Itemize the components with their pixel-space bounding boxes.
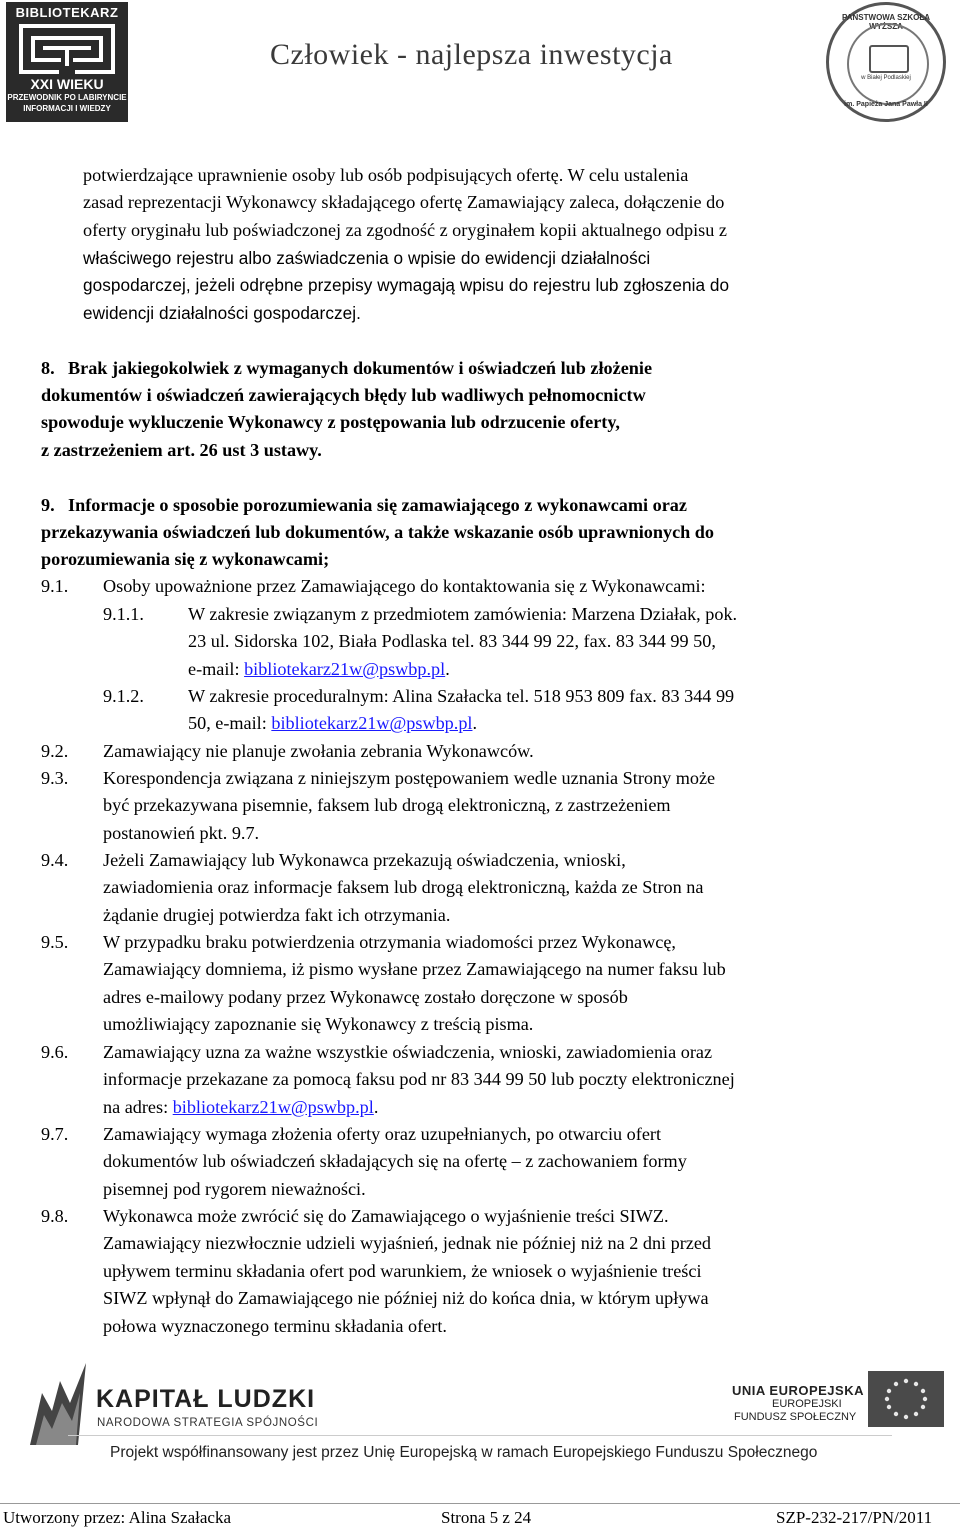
- footer-author: Utworzony przez: Alina Szałacka: [3, 1508, 231, 1527]
- logo-top-text: BIBLIOTEKARZ: [15, 5, 119, 20]
- section-9-text-cont: [41, 519, 931, 574]
- section-9-1-number: 9.1.: [41, 576, 69, 596]
- text-line: porozumiewania się z wykonawcami;: [41, 549, 330, 570]
- eu-flag-icon: [868, 1371, 944, 1427]
- text-line: W przypadku braku potwierdzenia otrzymania wiadomości przez Wykonawcę,: [103, 932, 676, 952]
- text-line: Zamawiający niezwłocznie udzieli wyjaśnień, jednak nie później niż na 2 dni przed: [103, 1233, 712, 1254]
- text-line: dokumentów i oświadczeń zawierających błędy lub wadliwych pełnomocnictw: [41, 385, 646, 405]
- section-9-1-2-text: [188, 683, 931, 738]
- section-9-2-text: Zamawiający nie planuje zwołania zebrania Wykonawców.: [103, 741, 534, 761]
- bibliotekarz-logo: [6, 2, 128, 122]
- section-8-text: [41, 355, 931, 382]
- section-9-1-text: Osoby upoważnione przez Zamawiającego do kontaktowania się z Wykonawcami:: [103, 576, 706, 596]
- email-link[interactable]: bibliotekarz21w@pswbp.pl: [172, 1096, 374, 1117]
- text-line: dokumentów lub oświadczeń składających się na ofertę – z zachowaniem formy: [103, 1151, 687, 1172]
- text-line: żądanie drugiej potwierdza fakt ich otrzymania.: [103, 904, 451, 925]
- text-line: spowoduje wykluczenie Wykonawcy z postępowania lub odrzucenie oferty,: [41, 412, 620, 433]
- university-seal: [826, 2, 946, 122]
- eu-label: [732, 1383, 864, 1424]
- text-line: 23 ul. Sidorska 102, Biała Podlaska tel. 83 344 99 22, fax. 83 344 99 50,: [188, 631, 716, 652]
- text-line: Wykonawca może zwrócić się do Zamawiającego o wyjaśnienie treści SIWZ.: [103, 1206, 669, 1226]
- footer-divider: [68, 1435, 892, 1436]
- text-line: Zamawiający domniema, iż pismo wysłane przez Zamawiającego na numer faksu lub: [103, 959, 726, 980]
- kapital-ludzki-title: KAPITAŁ LUDZKI: [96, 1385, 316, 1413]
- section-8-number: 8.: [41, 358, 55, 378]
- text-line: pisemnej pod rygorem nieważności.: [103, 1178, 366, 1199]
- section-9-6-number: 9.6.: [41, 1042, 69, 1062]
- text-line: informacje przekazane za pomocą faksu pod nr 83 344 99 50 lub poczty elektronicznej: [103, 1069, 735, 1090]
- text-line: postanowień pkt. 9.7.: [103, 822, 260, 843]
- kapital-ludzki-subtitle: NARODOWA STRATEGIA SPÓJNOŚCI: [97, 1417, 319, 1429]
- section-9-4-number: 9.4.: [41, 850, 69, 870]
- footer-page-number: Strona 5 z 24: [441, 1508, 532, 1527]
- text-line: Informacje o sposobie porozumiewania się zamawiającego z wykonawcami oraz: [68, 495, 687, 515]
- text-line: ewidencji działalności gospodarczej.: [83, 302, 361, 323]
- logo-bottom-text-2: INFORMACJI I WIEDZY: [23, 104, 111, 113]
- intro-paragraph: [83, 162, 931, 244]
- text-line: gospodarczej, jeżeli odrębne przepisy wymagają wpisu do rejestru lub zgłoszenia do: [83, 275, 730, 296]
- page-footer-divider: [0, 1503, 960, 1504]
- section-9-1-1-text: [188, 601, 931, 683]
- section-9-2-number: 9.2.: [41, 741, 69, 761]
- logo-bottom-text-1: PRZEWODNIK PO LABIRYNCIE: [7, 93, 127, 102]
- text-line: Korespondencja związana z niniejszym postępowaniem wedle uznania Strony może: [103, 768, 716, 788]
- eu-title: UNIA EUROPEJSKA: [732, 1383, 864, 1398]
- text-line: być przekazywana pisemnie, faksem lub drogą elektroniczną, z zastrzeżeniem: [103, 795, 671, 816]
- section-9-7-number: 9.7.: [41, 1124, 69, 1144]
- section-9-3-number: 9.3.: [41, 768, 69, 788]
- text-line: oferty oryginału lub poświadczonej za zgodność z oryginałem kopii aktualnego odpisu z: [83, 219, 727, 240]
- text-line: na adres: bibliotekarz21w@pswbp.pl.: [103, 1096, 379, 1117]
- section-9-4-text: [103, 847, 931, 929]
- eu-sub-2: FUNDUSZ SPOŁECZNY: [734, 1411, 857, 1423]
- seal-middle-text: w Białej Podlaskiej: [861, 75, 911, 81]
- maze-icon: [19, 24, 115, 74]
- text-line: Brak jakiegokolwiek z wymaganych dokumentów i oświadczeń lub złożenie: [68, 358, 653, 378]
- text-line: zasad reprezentacji Wykonawcy składającego ofertę Zamawiający zaleca, dołączenie do: [83, 192, 725, 213]
- text-line: upływem terminu składania ofert pod warunkiem, że wniosek o wyjaśnienie treści: [103, 1260, 702, 1281]
- section-9-number: 9.: [41, 495, 55, 515]
- intro-paragraph-continued: [83, 245, 931, 327]
- text-line: zawiadomienia oraz informacje faksem lub drogą elektroniczną, każda ze Stron na: [103, 877, 704, 898]
- page-header: [0, 0, 960, 125]
- section-9-8-text: [103, 1203, 931, 1340]
- footer-reference: SZP-232-217/PN/2011: [776, 1508, 933, 1527]
- section-9-3-text: [103, 765, 931, 847]
- text-line: umożliwiający zapoznanie się Wykonawcy z treścią pisma.: [103, 1014, 534, 1035]
- section-9-6-text: [103, 1039, 931, 1121]
- logo-middle-text: XXI WIEKU: [30, 76, 104, 92]
- section-9-5-text: [103, 929, 931, 1039]
- text-line: W zakresie związanym z przedmiotem zamówienia: Marzena Działak, pok.: [188, 604, 738, 624]
- seal-bottom-text: im. Papieża Jana Pawła II: [844, 101, 928, 108]
- text-line: z zastrzeżeniem art. 26 ust 3 ustawy.: [41, 439, 322, 460]
- section-9-5-number: 9.5.: [41, 932, 69, 952]
- text-line: Zamawiający wymaga złożenia oferty oraz uzupełnianych, po otwarciu ofert: [103, 1124, 661, 1144]
- text-line: W zakresie proceduralnym: Alina Szałacka tel. 518 953 809 fax. 83 344 99: [188, 686, 735, 706]
- text-line: adres e-mailowy podany przez Wykonawcę zostało doręczone w sposób: [103, 986, 628, 1007]
- email-link[interactable]: bibliotekarz21w@pswbp.pl: [271, 713, 473, 734]
- email-link[interactable]: bibliotekarz21w@pswbp.pl: [244, 658, 446, 679]
- text-line: połowa wyznaczonego terminu składania ofert.: [103, 1315, 447, 1336]
- text-line: 50, e-mail: bibliotekarz21w@pswbp.pl.: [188, 713, 478, 734]
- text-line: SIWZ wpłynął do Zamawiającego nie później niż do końca dnia, w którym upływa: [103, 1288, 709, 1309]
- book-icon: [869, 45, 909, 73]
- project-note: Projekt współfinansowany jest przez Unię Europejską w ramach Europejskiego Funduszu Społecznego: [110, 1444, 818, 1461]
- section-9-1-1-number: 9.1.1.: [103, 604, 144, 624]
- text-line: przekazywania oświadczeń lub dokumentów, a także wskazanie osób uprawnionych do: [41, 522, 715, 542]
- text-line: e-mail: bibliotekarz21w@pswbp.pl.: [188, 658, 450, 679]
- section-9-text: [41, 492, 931, 519]
- text-line: Zamawiający uzna za ważne wszystkie oświadczenia, wnioski, zawiadomienia oraz: [103, 1042, 713, 1062]
- section-9-8-number: 9.8.: [41, 1206, 69, 1226]
- header-title: Człowiek - najlepsza inwestycja: [270, 38, 673, 71]
- section-8-text-cont: [41, 382, 931, 464]
- eu-sub-1: EUROPEJSKI: [772, 1398, 842, 1410]
- text-line: potwierdzające uprawnienie osoby lub osób podpisujących ofertę. W celu ustalenia: [83, 165, 689, 185]
- seal-top-text: PAŃSTWOWA SZKOŁA WYŻSZA: [842, 13, 930, 31]
- text-line: właściwego rejestru albo zaświadczenia o wpisie do ewidencji działalności: [83, 248, 651, 268]
- text-line: Jeżeli Zamawiający lub Wykonawca przekazują oświadczenia, wnioski,: [103, 850, 626, 870]
- section-9-7-text: [103, 1121, 931, 1203]
- section-9-1-2-number: 9.1.2.: [103, 686, 144, 706]
- kapital-ludzki-logo-icon: [22, 1363, 86, 1445]
